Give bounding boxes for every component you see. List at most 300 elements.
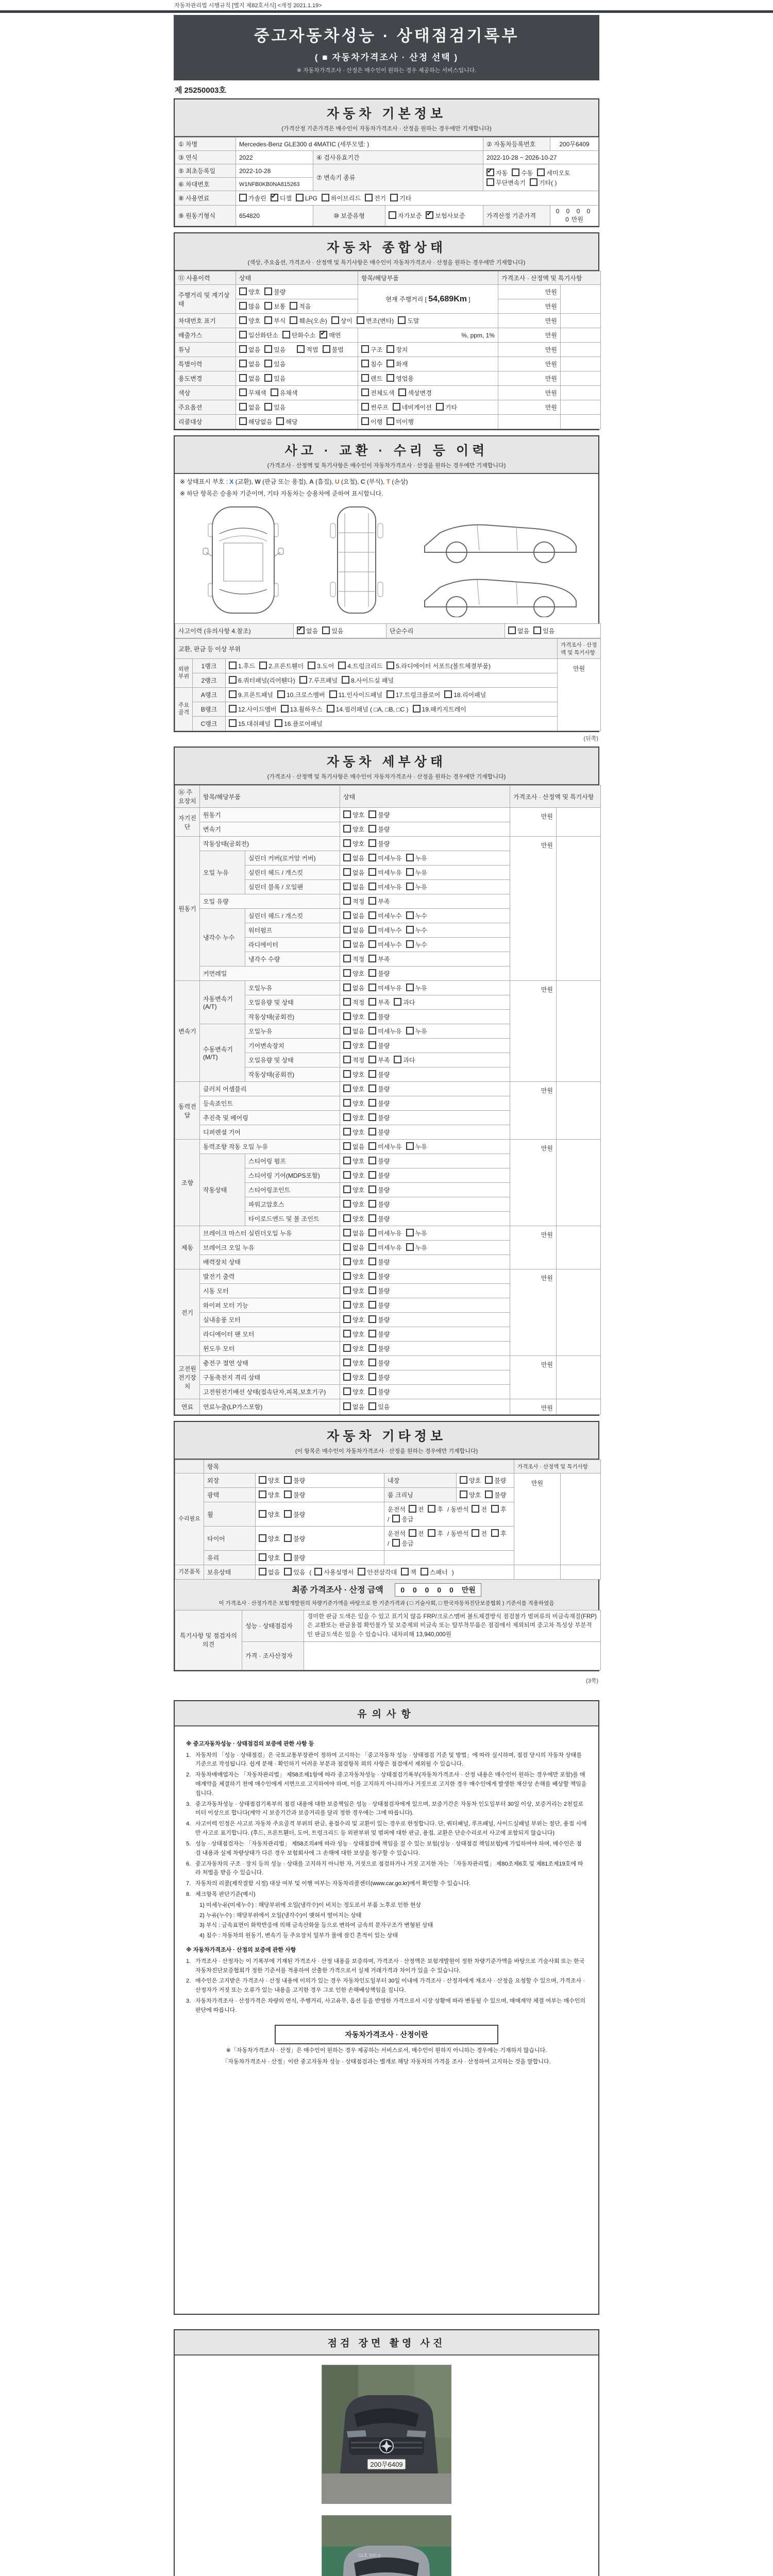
checkbox-icon[interactable] (239, 403, 247, 411)
checkbox-option[interactable]: 누유 (406, 1142, 427, 1151)
checkbox-option[interactable]: 전기 (365, 194, 386, 202)
checkbox-option[interactable]: 양호 (343, 1070, 364, 1079)
checkbox-option[interactable]: 7.루프패널 (299, 676, 338, 685)
checkbox-option[interactable]: 없음 (343, 1027, 364, 1036)
checkbox-icon[interactable] (368, 825, 376, 833)
checkbox-option[interactable]: 해당 (276, 417, 297, 426)
checkbox-option[interactable]: 보통 (264, 302, 285, 311)
checkbox-icon[interactable] (368, 1012, 376, 1020)
checkbox-icon[interactable] (343, 868, 351, 876)
checkbox-icon[interactable] (368, 1272, 376, 1280)
checkbox-icon[interactable] (361, 360, 369, 367)
checkbox-option[interactable]: 불량 (368, 825, 390, 834)
checkbox-option[interactable]: 후 (491, 1505, 507, 1514)
checkbox-icon[interactable] (368, 1185, 376, 1193)
checkbox-icon[interactable] (485, 1490, 493, 1498)
checkbox-option[interactable]: 12.사이드멤버 (229, 705, 277, 714)
checkbox-icon[interactable] (401, 1568, 409, 1575)
checkbox-option[interactable]: 적정 (343, 1056, 364, 1064)
checkbox-icon[interactable] (512, 168, 519, 176)
checkbox-icon[interactable] (338, 662, 346, 669)
checkbox-option[interactable]: 불량 (368, 1185, 390, 1194)
checkbox-option[interactable]: 9.프론트패널 (229, 690, 273, 699)
checkbox-option[interactable]: 미세누수 (368, 926, 401, 935)
checkbox-option[interactable]: 양호 (343, 1359, 364, 1367)
checkbox-icon[interactable] (229, 705, 237, 713)
checkbox-icon[interactable] (368, 955, 376, 962)
checkbox-icon[interactable] (264, 302, 272, 310)
checkbox-icon[interactable] (361, 403, 369, 411)
checkbox-option[interactable]: 6.쿼터패널(리어휀다) (229, 676, 295, 685)
checkbox-option[interactable]: 양호 (343, 1084, 364, 1093)
checkbox-icon[interactable] (343, 883, 351, 890)
checkbox-option[interactable]: 없음 (343, 926, 364, 935)
checkbox-option[interactable]: 없음 (343, 868, 364, 877)
checkbox-icon[interactable] (343, 1157, 351, 1164)
checkbox-option[interactable]: 양호 (343, 969, 364, 978)
checkbox-option[interactable]: 화재 (386, 360, 408, 368)
checkbox-option[interactable]: 영업용 (386, 374, 414, 383)
checkbox-icon[interactable] (537, 168, 545, 176)
checkbox-icon[interactable] (229, 676, 237, 684)
checkbox-icon[interactable] (343, 926, 351, 934)
checkbox-option[interactable]: 부족 (368, 955, 390, 963)
checkbox-option[interactable]: 누유 (406, 868, 427, 877)
checkbox-icon[interactable] (229, 719, 237, 727)
checkbox-icon[interactable] (368, 1157, 376, 1164)
checkbox-icon[interactable] (229, 662, 237, 669)
checkbox-icon[interactable] (491, 1529, 499, 1537)
checkbox-option[interactable]: LPG (296, 194, 317, 202)
checkbox-icon[interactable] (368, 1373, 376, 1381)
checkbox-option[interactable]: 자가보증 (389, 211, 422, 220)
checkbox-option[interactable]: 누유 (406, 1229, 427, 1238)
checkbox-option[interactable]: 누유 (406, 883, 427, 891)
checkbox-icon[interactable] (368, 984, 376, 991)
checkbox-icon[interactable] (444, 690, 452, 698)
checkbox-icon[interactable] (368, 1171, 376, 1179)
checkbox-icon[interactable] (365, 194, 373, 201)
checkbox-icon[interactable] (406, 1229, 414, 1236)
checkbox-option[interactable]: 적정 (343, 897, 364, 906)
checkbox-icon[interactable] (282, 331, 290, 338)
checkbox-icon[interactable] (343, 1229, 351, 1236)
checkbox-option[interactable]: 양호 (343, 1012, 364, 1021)
checkbox-option[interactable]: 양호 (343, 1157, 364, 1165)
checkbox-icon[interactable] (331, 316, 339, 324)
checkbox-option[interactable]: 불량 (368, 1301, 390, 1310)
checkbox-icon[interactable] (409, 1529, 416, 1537)
checkbox-icon[interactable] (343, 955, 351, 962)
checkbox-icon[interactable] (472, 1529, 479, 1537)
checkbox-icon[interactable] (343, 810, 351, 818)
checkbox-option[interactable]: 과다 (394, 998, 415, 1007)
checkbox-icon[interactable] (343, 1142, 351, 1150)
checkbox-icon[interactable] (275, 719, 282, 727)
checkbox-icon[interactable] (368, 1402, 376, 1410)
checkbox-icon[interactable] (284, 1476, 292, 1484)
checkbox-icon[interactable] (368, 868, 376, 876)
checkbox-icon[interactable] (368, 1243, 376, 1251)
checkbox-option[interactable]: 불량 (368, 1359, 390, 1367)
checkbox-icon[interactable] (368, 940, 376, 948)
checkbox-icon[interactable] (239, 417, 247, 425)
checkbox-option[interactable]: 양호 (343, 1286, 364, 1295)
checkbox-option[interactable]: 불량 (485, 1490, 506, 1499)
checkbox-icon[interactable] (393, 403, 400, 411)
checkbox-option[interactable]: 도말 (398, 316, 419, 325)
checkbox-icon[interactable] (398, 316, 406, 324)
checkbox-icon[interactable] (394, 1056, 401, 1063)
checkbox-option[interactable]: 없음 (239, 374, 260, 383)
checkbox-option[interactable]: 없음 (239, 403, 260, 412)
checkbox-icon[interactable] (406, 911, 414, 919)
checkbox-icon[interactable] (343, 1387, 351, 1395)
checkbox-icon[interactable] (386, 690, 394, 698)
checkbox-icon[interactable] (343, 1359, 351, 1366)
checkbox-option[interactable]: 없음 (343, 1243, 364, 1252)
checkbox-option[interactable]: 훼손(오손) (290, 316, 327, 325)
checkbox-option[interactable]: 불량 (368, 1128, 390, 1137)
checkbox-option[interactable]: 미세누유 (368, 854, 401, 862)
checkbox-icon[interactable] (343, 839, 351, 847)
checkbox-icon[interactable] (406, 883, 414, 890)
checkbox-icon[interactable] (284, 1490, 292, 1498)
checkbox-icon[interactable] (389, 211, 396, 219)
checkbox-option[interactable]: 전 (409, 1529, 424, 1538)
checkbox-icon[interactable] (343, 1272, 351, 1280)
checkbox-icon[interactable] (343, 940, 351, 948)
checkbox-option[interactable]: 불량 (368, 1387, 390, 1396)
checkbox-icon[interactable] (329, 690, 337, 698)
checkbox-option[interactable]: 불량 (368, 1099, 390, 1108)
checkbox-icon[interactable] (368, 810, 376, 818)
checkbox-icon[interactable] (413, 705, 421, 713)
checkbox-option[interactable]: 없음 (508, 626, 529, 635)
checkbox-option[interactable]: 양호 (343, 1200, 364, 1209)
checkbox-option[interactable]: 4.트렁크리드 (338, 662, 382, 670)
checkbox-option[interactable]: 양호 (343, 1185, 364, 1194)
checkbox-option[interactable]: 불량 (284, 1476, 305, 1485)
checkbox-option[interactable]: 네비게이션 (393, 403, 432, 412)
checkbox-option[interactable]: 불량 (368, 1084, 390, 1093)
checkbox-option[interactable]: 누유 (406, 1027, 427, 1036)
checkbox-option[interactable]: 양호 (259, 1510, 280, 1519)
checkbox-option[interactable]: 불량 (368, 1157, 390, 1165)
checkbox-icon[interactable] (406, 940, 414, 948)
checkbox-icon[interactable] (436, 403, 444, 411)
checkbox-icon[interactable] (239, 388, 247, 396)
checkbox-option[interactable]: 양호 (259, 1534, 280, 1543)
checkbox-icon[interactable] (284, 1510, 292, 1518)
checkbox-icon[interactable] (322, 194, 329, 201)
checkbox-icon[interactable] (343, 1084, 351, 1092)
checkbox-option[interactable]: 미세누수 (368, 911, 401, 920)
checkbox-option[interactable]: 16.플로어패널 (275, 719, 323, 728)
checkbox-icon[interactable] (426, 211, 433, 219)
checkbox-option[interactable]: 변조(변타) (357, 316, 394, 325)
checkbox-option[interactable]: 누수 (406, 926, 427, 935)
checkbox-icon[interactable] (343, 1200, 351, 1208)
checkbox-icon[interactable] (368, 1200, 376, 1208)
checkbox-icon[interactable] (530, 178, 537, 186)
checkbox-icon[interactable] (485, 1476, 493, 1484)
checkbox-option[interactable]: 전 (472, 1505, 487, 1514)
checkbox-option[interactable]: 있음 (533, 626, 554, 635)
checkbox-icon[interactable] (390, 194, 398, 201)
checkbox-option[interactable]: 양호 (259, 1490, 280, 1499)
checkbox-option[interactable]: 불량 (284, 1510, 305, 1519)
checkbox-option[interactable]: 썬루프 (361, 403, 389, 412)
checkbox-icon[interactable] (368, 1387, 376, 1395)
checkbox-icon[interactable] (368, 926, 376, 934)
checkbox-icon[interactable] (259, 1534, 266, 1542)
checkbox-option[interactable]: 잭 (401, 1568, 416, 1577)
checkbox-icon[interactable] (460, 1476, 467, 1484)
checkbox-icon[interactable] (361, 417, 369, 425)
checkbox-icon[interactable] (368, 1027, 376, 1035)
checkbox-option[interactable]: 있음 (264, 360, 285, 368)
checkbox-icon[interactable] (314, 1568, 322, 1575)
checkbox-option[interactable]: 세미오토 (537, 168, 570, 177)
checkbox-option[interactable]: 양호 (343, 1041, 364, 1050)
checkbox-option[interactable]: 있음 (322, 626, 343, 635)
checkbox-icon[interactable] (343, 1243, 351, 1251)
checkbox-option[interactable]: 불량 (368, 839, 390, 848)
checkbox-option[interactable]: 미세누유 (368, 1243, 401, 1252)
checkbox-icon[interactable] (343, 1315, 351, 1323)
checkbox-icon[interactable] (368, 1301, 376, 1309)
checkbox-option[interactable]: 불량 (368, 1012, 390, 1021)
checkbox-option[interactable]: 많음 (239, 302, 260, 311)
checkbox-option[interactable]: 장치 (386, 345, 408, 354)
checkbox-icon[interactable] (264, 403, 272, 411)
checkbox-option[interactable]: 양호 (343, 839, 364, 848)
checkbox-icon[interactable] (361, 374, 369, 382)
checkbox-option[interactable]: 불량 (284, 1534, 305, 1543)
checkbox-icon[interactable] (368, 1330, 376, 1337)
checkbox-icon[interactable] (386, 374, 394, 382)
checkbox-icon[interactable] (284, 1534, 292, 1542)
checkbox-icon[interactable] (368, 1286, 376, 1294)
checkbox-icon[interactable] (343, 897, 351, 905)
checkbox-option[interactable]: 양호 (343, 810, 364, 819)
checkbox-option[interactable]: 미세누유 (368, 984, 401, 992)
checkbox-icon[interactable] (239, 360, 247, 367)
checkbox-icon[interactable] (343, 1027, 351, 1035)
checkbox-icon[interactable] (428, 1529, 435, 1537)
checkbox-icon[interactable] (308, 662, 315, 669)
checkbox-icon[interactable] (386, 417, 394, 425)
checkbox-option[interactable]: 17.트렁크플로어 (386, 690, 440, 699)
checkbox-icon[interactable] (297, 345, 305, 353)
checkbox-icon[interactable] (264, 374, 272, 382)
checkbox-icon[interactable] (343, 1099, 351, 1107)
checkbox-option[interactable]: 미세누수 (368, 940, 401, 949)
checkbox-option[interactable]: 양호 (343, 1330, 364, 1338)
checkbox-icon[interactable] (368, 1070, 376, 1078)
checkbox-icon[interactable] (284, 1568, 292, 1575)
checkbox-icon[interactable] (368, 998, 376, 1006)
checkbox-icon[interactable] (239, 345, 247, 353)
checkbox-icon[interactable] (368, 897, 376, 905)
checkbox-option[interactable]: 불량 (284, 1553, 305, 1562)
checkbox-option[interactable]: 불량 (368, 1070, 390, 1079)
checkbox-icon[interactable] (343, 1041, 351, 1049)
checkbox-option[interactable]: 불량 (368, 1200, 390, 1209)
checkbox-icon[interactable] (368, 1041, 376, 1049)
checkbox-icon[interactable] (460, 1490, 467, 1498)
checkbox-icon[interactable] (259, 1553, 266, 1561)
checkbox-option[interactable]: 양호 (343, 1344, 364, 1353)
checkbox-icon[interactable] (343, 1171, 351, 1179)
checkbox-icon[interactable] (264, 287, 272, 295)
checkbox-option[interactable]: 적법 (297, 345, 318, 354)
checkbox-option[interactable]: 양호 (343, 1258, 364, 1266)
checkbox-option[interactable]: 15.대쉬패널 (229, 719, 271, 728)
checkbox-icon[interactable] (406, 984, 414, 991)
checkbox-option[interactable]: 없음 (343, 1402, 364, 1411)
checkbox-option[interactable]: 19.패키지트레이 (413, 705, 466, 714)
checkbox-option[interactable]: 기타 (436, 403, 457, 412)
checkbox-icon[interactable] (472, 1505, 479, 1513)
checkbox-option[interactable]: 양호 (343, 1214, 364, 1223)
checkbox-option[interactable]: 적정 (343, 955, 364, 963)
checkbox-option[interactable]: 누수 (406, 911, 427, 920)
checkbox-option[interactable]: 수동 (512, 168, 533, 177)
checkbox-icon[interactable] (343, 1258, 351, 1265)
checkbox-option[interactable]: 1.후드 (229, 662, 255, 670)
checkbox-option[interactable]: 이행 (361, 417, 382, 426)
checkbox-icon[interactable] (259, 1476, 266, 1484)
checkbox-icon[interactable] (406, 1142, 414, 1150)
checkbox-option[interactable]: 10.크로스멤버 (277, 690, 325, 699)
checkbox-option[interactable]: 후 (491, 1529, 507, 1538)
checkbox-option[interactable]: 13.휠하우스 (281, 705, 323, 714)
checkbox-icon[interactable] (409, 1505, 416, 1513)
checkbox-icon[interactable] (392, 1539, 400, 1547)
checkbox-option[interactable]: 없음 (343, 854, 364, 862)
checkbox-option[interactable]: 양호 (343, 1272, 364, 1281)
checkbox-option[interactable]: 전 (409, 1505, 424, 1514)
checkbox-option[interactable]: 불량 (368, 1041, 390, 1050)
checkbox-option[interactable]: 양호 (343, 1113, 364, 1122)
checkbox-option[interactable]: 있음 (368, 1402, 390, 1411)
checkbox-icon[interactable] (259, 1490, 266, 1498)
checkbox-icon[interactable] (276, 417, 284, 425)
checkbox-icon[interactable] (386, 662, 394, 669)
checkbox-icon[interactable] (343, 911, 351, 919)
checkbox-option[interactable]: 3.도어 (308, 662, 334, 670)
checkbox-icon[interactable] (392, 1515, 400, 1522)
checkbox-icon[interactable] (368, 911, 376, 919)
checkbox-option[interactable]: 전 (472, 1529, 487, 1538)
checkbox-option[interactable]: 양호 (259, 1553, 280, 1562)
checkbox-icon[interactable] (277, 690, 285, 698)
checkbox-icon[interactable] (323, 345, 330, 353)
checkbox-option[interactable]: 사용설명서 (314, 1568, 354, 1577)
checkbox-option[interactable]: 양호 (343, 1387, 364, 1396)
checkbox-icon[interactable] (259, 662, 267, 669)
checkbox-icon[interactable] (343, 1330, 351, 1337)
checkbox-option[interactable]: 과다 (394, 1056, 415, 1064)
checkbox-option[interactable]: 하이브리드 (322, 194, 361, 202)
checkbox-icon[interactable] (343, 825, 351, 833)
checkbox-icon[interactable] (343, 1286, 351, 1294)
checkbox-icon[interactable] (322, 626, 330, 634)
checkbox-icon[interactable] (358, 1568, 365, 1575)
checkbox-option[interactable]: 8.사이드실 패널 (342, 676, 394, 685)
checkbox-option[interactable]: 상이 (331, 316, 352, 325)
checkbox-option[interactable]: 불량 (264, 287, 285, 296)
checkbox-option[interactable]: 있음 (264, 374, 285, 383)
checkbox-option[interactable]: 14.필러패널 ( □A, □B, □C ) (327, 705, 409, 714)
checkbox-icon[interactable] (368, 969, 376, 977)
checkbox-icon[interactable] (368, 1359, 376, 1366)
checkbox-option[interactable]: 양호 (343, 1171, 364, 1180)
checkbox-option[interactable]: 2.프론트휀더 (259, 662, 304, 670)
checkbox-option[interactable]: 없음 (343, 1229, 364, 1238)
checkbox-option[interactable]: ✔자동 (486, 168, 508, 177)
checkbox-option[interactable]: 양호 (460, 1476, 481, 1485)
checkbox-icon[interactable] (343, 854, 351, 861)
checkbox-option[interactable]: 18.리어패널 (444, 690, 486, 699)
checkbox-option[interactable]: 불량 (368, 1330, 390, 1338)
checkbox-option[interactable]: 불량 (368, 1171, 390, 1180)
checkbox-icon[interactable] (486, 168, 494, 176)
checkbox-icon[interactable] (342, 676, 349, 684)
checkbox-option[interactable]: 적정 (343, 998, 364, 1007)
checkbox-option[interactable]: 불량 (368, 969, 390, 978)
checkbox-option[interactable]: 불량 (368, 1344, 390, 1353)
checkbox-icon[interactable] (406, 926, 414, 934)
checkbox-icon[interactable] (327, 705, 334, 713)
checkbox-option[interactable]: 렌트 (361, 374, 382, 383)
checkbox-option[interactable]: 적음 (290, 302, 311, 311)
checkbox-option[interactable]: 해당없음 (239, 417, 272, 426)
checkbox-icon[interactable] (343, 1056, 351, 1063)
checkbox-option[interactable]: 불량 (368, 1272, 390, 1281)
checkbox-icon[interactable] (343, 1214, 351, 1222)
checkbox-option[interactable]: 무단변속기 (486, 178, 526, 187)
checkbox-option[interactable]: 불량 (368, 1214, 390, 1223)
checkbox-option[interactable]: 불량 (368, 1315, 390, 1324)
checkbox-option[interactable]: 부족 (368, 998, 390, 1007)
checkbox-icon[interactable] (320, 331, 327, 338)
checkbox-icon[interactable] (264, 345, 272, 353)
checkbox-icon[interactable] (264, 316, 272, 324)
checkbox-option[interactable]: 양호 (259, 1476, 280, 1485)
checkbox-option[interactable]: 없음 (239, 345, 260, 354)
checkbox-icon[interactable] (406, 1027, 414, 1035)
checkbox-option[interactable]: 없음 (239, 360, 260, 368)
checkbox-icon[interactable] (368, 1142, 376, 1150)
checkbox-option[interactable]: 11.인사이드패널 (329, 690, 382, 699)
checkbox-option[interactable]: 누수 (406, 940, 427, 949)
checkbox-option[interactable]: 미세누유 (368, 1027, 401, 1036)
checkbox-icon[interactable] (239, 331, 247, 338)
checkbox-option[interactable]: 없음 (343, 911, 364, 920)
checkbox-icon[interactable] (533, 626, 541, 634)
checkbox-option[interactable]: 양호 (343, 1315, 364, 1324)
checkbox-icon[interactable] (386, 345, 394, 353)
checkbox-icon[interactable] (406, 854, 414, 861)
checkbox-icon[interactable] (290, 316, 297, 324)
checkbox-icon[interactable] (368, 883, 376, 890)
checkbox-option[interactable]: 불량 (485, 1476, 506, 1485)
checkbox-option[interactable]: ✔ 매연 (320, 331, 341, 340)
checkbox-option[interactable]: 없음 (343, 984, 364, 992)
